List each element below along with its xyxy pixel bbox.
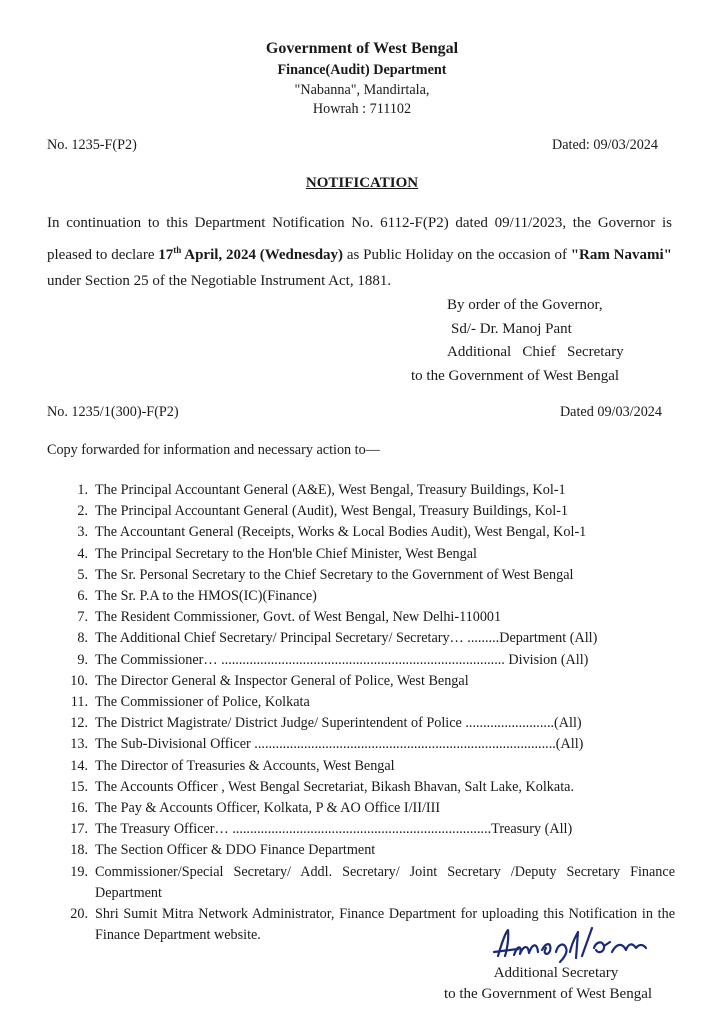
copy-reference-date: Dated 09/03/2024: [559, 404, 662, 420]
copy-forward-intro: Copy forwarded for information and necessary action to—: [47, 442, 380, 458]
reference-number: No. 1235-F(P2): [47, 137, 137, 153]
list-item: 11. The Commissioner of Police, Kolkata: [70, 694, 310, 711]
order-signature-block: [411, 294, 636, 388]
copy-reference-number: No. 1235/1(300)-F(P2): [47, 404, 179, 420]
reference-date: Dated: 09/03/2024: [552, 137, 658, 153]
list-item: 6. The Sr. P.A to the HMOS(IC)(Finance): [77, 588, 317, 605]
body-text-part3: under Section 25 of the Negotiable Instrument Act, 1881.: [47, 273, 392, 289]
list-item: 16. The Pay & Accounts Officer, Kolkata, P & AO Office I/II/III: [70, 800, 441, 817]
body-text-part2: as Public Holiday on the occasion of: [343, 246, 571, 263]
footer-government: to the Government of West Bengal: [443, 986, 653, 1002]
list-item: 17. The Treasury Officer… .........................................................................Treasury (All): [70, 821, 573, 838]
header-address-line2: Howrah : 711102: [312, 101, 412, 117]
signatory-designation: Additional Chief Secretary: [447, 344, 624, 360]
signatory-name: Sd/- Dr. Manoj Pant: [451, 320, 572, 337]
list-item: 4. The Principal Secretary to the Hon'ble Chief Minister, West Bengal: [77, 545, 477, 562]
notification-title: NOTIFICATION: [305, 175, 419, 191]
order-line: By order of the Governor,: [447, 297, 603, 313]
notification-body: [47, 210, 672, 295]
list-item: 5. The Sr. Personal Secretary to the Chief Secretary to the Government of West Bengal: [77, 566, 574, 583]
list-item: 15. The Accounts Officer , West Bengal Secretariat, Bikash Bhavan, Salt Lake, Kolkata.: [70, 778, 574, 795]
list-item: 10. The Director General & Inspector General of Police, West Bengal: [70, 672, 469, 689]
header-government: Government of West Bengal: [265, 40, 459, 57]
holiday-date: 17th April, 2024 (Wednesday): [158, 244, 344, 263]
list-item: 14. The Director of Treasuries & Accounts, West Bengal: [70, 757, 395, 774]
list-item: 8. The Additional Chief Secretary/ Principal Secretary/ Secretary… .........Department (All): [77, 630, 598, 647]
header-address-line1: "Nabanna", Mandirtala,: [294, 82, 430, 98]
list-item: 20. Shri Sumit Mitra Network Administrator, Finance Department for uploading this Notification in the Finance Department website.: [70, 906, 675, 944]
list-item: 9. The Commissioner… ................................................................................ Division (All): [77, 651, 589, 668]
list-item: 1. The Principal Accountant General (A&E), West Bengal, Treasury Buildings, Kol-1: [77, 482, 566, 498]
footer-designation: Additional Secretary: [493, 965, 619, 981]
footer-signature-block: [430, 963, 666, 1005]
recipient-list: [60, 480, 675, 946]
header-department: Finance(Audit) Department: [277, 62, 447, 78]
list-item: 2. The Principal Accountant General (Audit), West Bengal, Treasury Buildings, Kol-1: [77, 503, 569, 520]
list-item: 19. Commissioner/Special Secretary/ Addl. Secretary/ Joint Secretary /Deputy Secretary Finance Department: [70, 863, 675, 901]
list-item: 12. The District Magistrate/ District Judge/ Superintendent of Police .........................(All): [70, 715, 582, 732]
list-item: 7. The Resident Commissioner, Govt. of West Bengal, New Delhi-110001: [77, 609, 502, 626]
list-item: 13. The Sub-Divisional Officer .....................................................................................(All): [70, 736, 584, 753]
signatory-government: to the Government of West Bengal: [411, 367, 620, 384]
body-text-part1: In continuation to this Department Notification No. 6112-F(P2) dated 09/11/2023, the Governor is pleased to declare: [47, 215, 672, 263]
list-item: 18. The Section Officer & DDO Finance Department: [70, 842, 376, 859]
list-item: 3. The Accountant General (Receipts, Works & Local Bodies Audit), West Bengal, Kol-1: [77, 524, 587, 541]
festival-name: "Ram Navami": [570, 246, 672, 263]
